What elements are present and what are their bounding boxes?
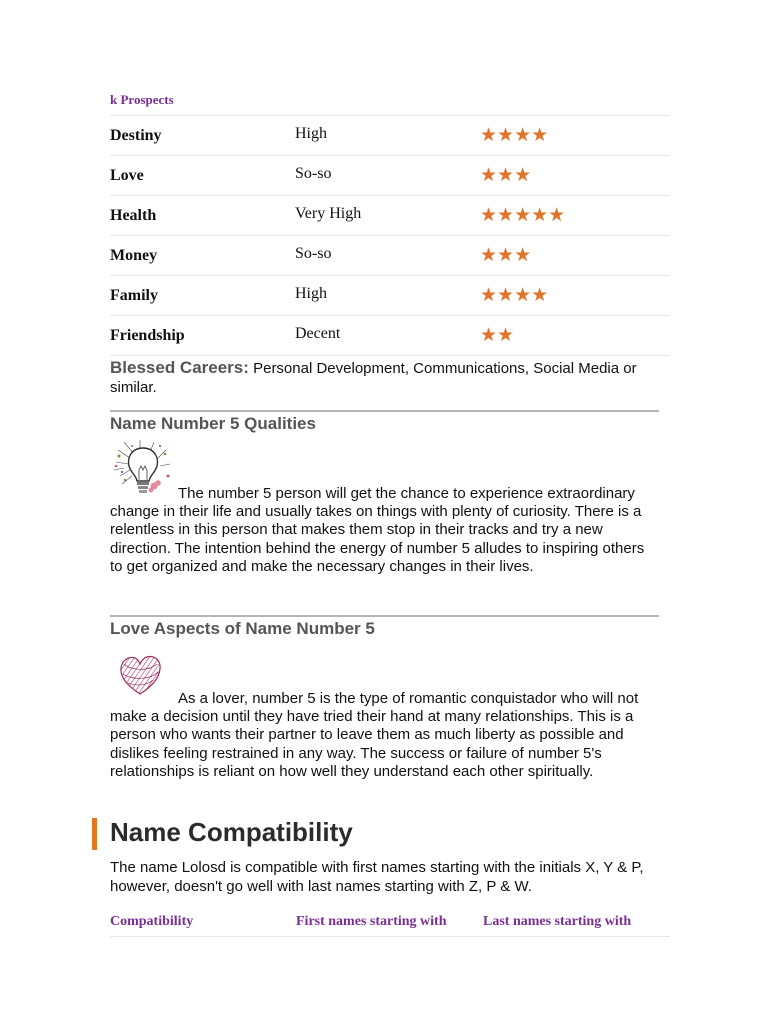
star-rating: ★★★: [480, 165, 532, 186]
column-header-first-names: First names starting with: [296, 914, 447, 929]
aspect-label: Destiny: [110, 127, 162, 144]
aspect-label: Money: [110, 247, 158, 264]
star-rating: ★★★★: [480, 285, 549, 306]
table-row: [110, 276, 670, 316]
compatibility-table-header: [110, 910, 670, 937]
divider: [110, 615, 659, 617]
careers-text: Personal Development, Communications, Social Media or similar.: [110, 360, 637, 396]
love-heading: Love Aspects of Name Number 5: [110, 619, 375, 638]
qualities-text: The number 5 person will get the chance to experience extraordinary change in their life and usually takes on things with plenty of curiosity. There is a relentless in this person that makes them stop in their tracks and try a new direction. The intention behind the energy of number 5 alludes to inspiring others to get organized and make the necessary changes in their lives.: [110, 485, 645, 575]
aspect-label: Family: [110, 287, 158, 304]
table-row: [110, 196, 670, 236]
prospects-table: [110, 115, 670, 356]
aspect-label: Love: [110, 167, 144, 184]
level-value: Decent: [295, 325, 341, 342]
level-value: Very High: [295, 205, 362, 222]
divider: [110, 410, 659, 412]
star-rating: ★★: [480, 325, 515, 346]
level-value: High: [295, 285, 327, 302]
star-rating: ★★★★: [480, 125, 549, 146]
table-row: [110, 236, 670, 276]
love-text: As a lover, number 5 is the type of romantic conquistador who will not make a decision until they have tried their hand at many relationships. This is a person who wants their partner to leave them as much liberty as possible and dislikes feeling restrained in any way. The success or failure of number 5's relationships is reliant on how well they understand each other spiritually.: [110, 690, 639, 780]
prospects-title: k Prospects: [110, 92, 174, 107]
table-row: [110, 156, 670, 196]
aspect-label: Health: [110, 207, 157, 224]
table-row: [110, 116, 670, 156]
level-value: High: [295, 125, 327, 142]
compatibility-heading: Name Compatibility: [110, 817, 353, 847]
level-value: So-so: [295, 245, 332, 262]
aspect-label: Friendship: [110, 327, 185, 344]
table-row: [110, 316, 670, 356]
star-rating: ★★★★★: [480, 205, 566, 226]
qualities-heading: Name Number 5 Qualities: [110, 414, 316, 433]
column-header-compatibility: Compatibility: [110, 914, 194, 929]
compatibility-text: The name Lolosd is compatible with first names starting with the initials X, Y & P, however, doesn't go well with last names starting with Z, P & W.: [110, 859, 644, 895]
level-value: So-so: [295, 165, 332, 182]
heading-accent-bar: [92, 818, 97, 850]
blessed-careers: [110, 358, 650, 397]
careers-label: Blessed Careers:: [110, 358, 249, 377]
star-rating: ★★★: [480, 245, 532, 266]
column-header-last-names: Last names starting with: [483, 914, 632, 929]
